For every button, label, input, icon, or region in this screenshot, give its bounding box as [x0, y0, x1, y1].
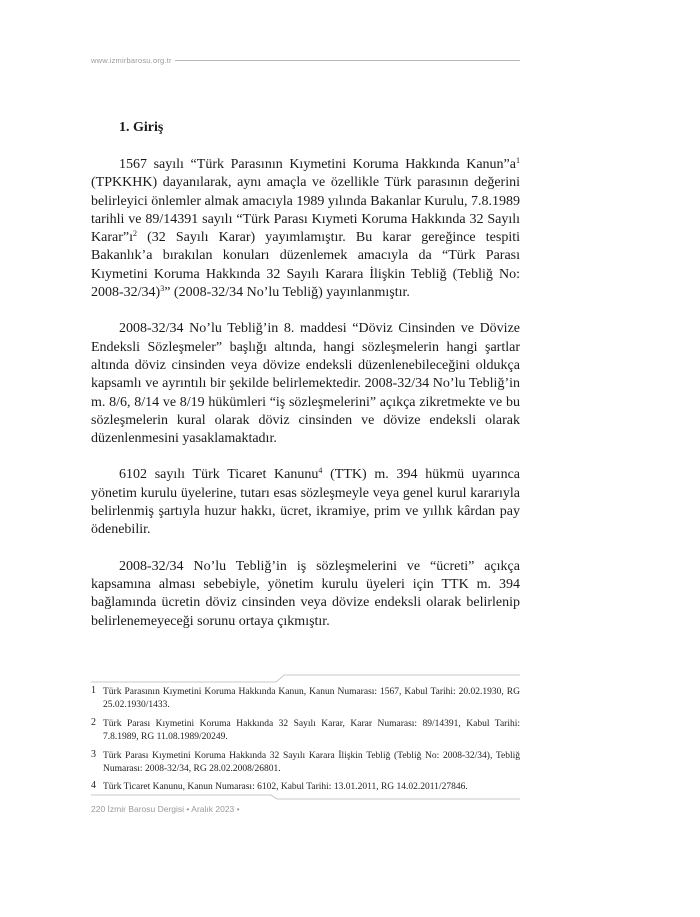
header-rule	[175, 60, 520, 61]
paragraph-1-text-c: (32 Sayılı Karar) yayımlamıştır. Bu karar gereğince tespiti Bakanlık’a bırakılan konuları düzenlemek amacıyla da “Türk Parası Kıymetini Koruma Hakkında 32 Sayılı Karara İlişkin Tebliğ (Tebliğ No: 2008-32/34)	[91, 230, 520, 301]
paragraph-4: 2008-32/34 No’lu Tebliğ’in iş sözleşmelerini ve “ücreti” açıkça kapsamına alması sebebiyle, yönetim kurulu üyeleri için TTK m. 394 bağlamında ücretin döviz cinsinden veya dövize endeksli olarak belirlenip belirlenemeyeceği sorunu ortaya çıkmıştır.	[91, 558, 520, 629]
paragraph-1-text-d: ” (2008-32/34 No’lu Tebliğ) yayınlanmıştır.	[164, 285, 410, 301]
footnote-ref-3: 3	[160, 284, 165, 294]
paragraph-3	[91, 466, 520, 539]
footnote-ref-1: 1	[516, 156, 520, 165]
spacer	[91, 540, 520, 558]
footnote-number: 2	[91, 716, 96, 728]
footnote-4	[91, 781, 520, 794]
footnote-number: 4	[91, 780, 96, 792]
footnote-1	[91, 686, 520, 713]
footer-text: 220 İzmir Barosu Dergisi • Aralık 2023 •	[91, 804, 240, 814]
footnote-number: 3	[91, 748, 96, 760]
spacer	[91, 302, 520, 320]
footnote-number: 1	[91, 685, 96, 696]
header-url: www.izmirbarosu.org.tr	[91, 55, 172, 65]
paragraph-1-text-a: 1567 sayılı “Türk Parasının Kıymetini Koruma Hakkında Kanun”a	[119, 157, 516, 172]
paragraph-1	[91, 156, 520, 302]
main-content	[91, 118, 520, 631]
footer-rule	[91, 794, 520, 800]
footnote-ref-2: 2	[132, 229, 137, 239]
footnote-text: Türk Parası Kıymetini Koruma Hakkında 32 Sayılı Karar, Karar Numarası: 89/14391, Kabul Tarihi: 7.8.1989, RG 11.08.1989/20249.	[103, 718, 520, 743]
footnote-text: Türk Parası Kıymetini Koruma Hakkında 32 Sayılı Karara İlişkin Tebliğ (Tebliğ No: 2008-32/34), Tebliğ Numarası: 2008-32/34, RG 28.02.2008/26801.	[103, 750, 520, 775]
paragraph-1-text-b: (TPKKHK) dayanılarak, aynı amaçla ve özellikle Türk parasının değerini belirleyici önlemler almak amacıyla 1989 yılında Bakanlar Kurulu, 7.8.1989 tarihli ve 89/14391 sayılı “Türk Parası Kıymeti Koruma Hakkında 32 Sayılı Karar”ı	[91, 175, 520, 246]
paragraph-2: 2008-32/34 No’lu Tebliğ’in 8. maddesi “Döviz Cinsinden ve Dövize Endeksli Sözleşmeler” başlığı altında, hangi sözleşmelerin hangi şartlar altında döviz cinsinden veya dövize endeksli düzenlenebileceğini oldukça kapsamlı ve ayrıntılı bir şekilde belirlemektedir. 2008-32/34 No’lu Tebliğ’in m. 8/6, 8/14 ve 8/19 hükümleri “iş sözleşmelerini” açıkça zikretmekte ve bu sözleşmelerin kural olarak döviz cinsinden ve dövize endeksli olarak düzenlenmesini yasaklamaktadır.	[91, 321, 520, 447]
footnote-3	[91, 750, 520, 777]
footnote-text: Türk Ticaret Kanunu, Kanun Numarası: 6102, Kabul Tarihi: 13.01.2011, RG 14.02.2011/27846.	[103, 782, 468, 793]
footnote-text: Türk Parasının Kıymetini Koruma Hakkında Kanun, Kanun Numarası: 1567, Kabul Tarihi: 20.02.1930, RG 25.02.1930/1433.	[103, 687, 520, 711]
page-header	[91, 53, 520, 67]
section-heading: 1. Giriş	[119, 120, 164, 135]
footnote-2	[91, 718, 520, 745]
paragraph-3-text-b: (TTK) m. 394 hükmü uyarınca yönetim kurulu üyelerine, tutarı esas sözleşmeyle veya genel kurul kararıyla belirlenmiş şartıyla huzur hakkı, ücret, ikramiye, prim ve yıllık kârdan pay ödenebilir.	[91, 467, 520, 538]
footnote-ref-4: 4	[318, 466, 323, 476]
paragraph-3-text-a: 6102 sayılı Türk Ticaret Kanunu	[119, 467, 319, 483]
spacer	[91, 448, 520, 466]
footnote-separator	[91, 674, 520, 684]
footnotes	[91, 686, 520, 800]
spacer	[91, 138, 520, 156]
page-footer	[91, 797, 520, 813]
